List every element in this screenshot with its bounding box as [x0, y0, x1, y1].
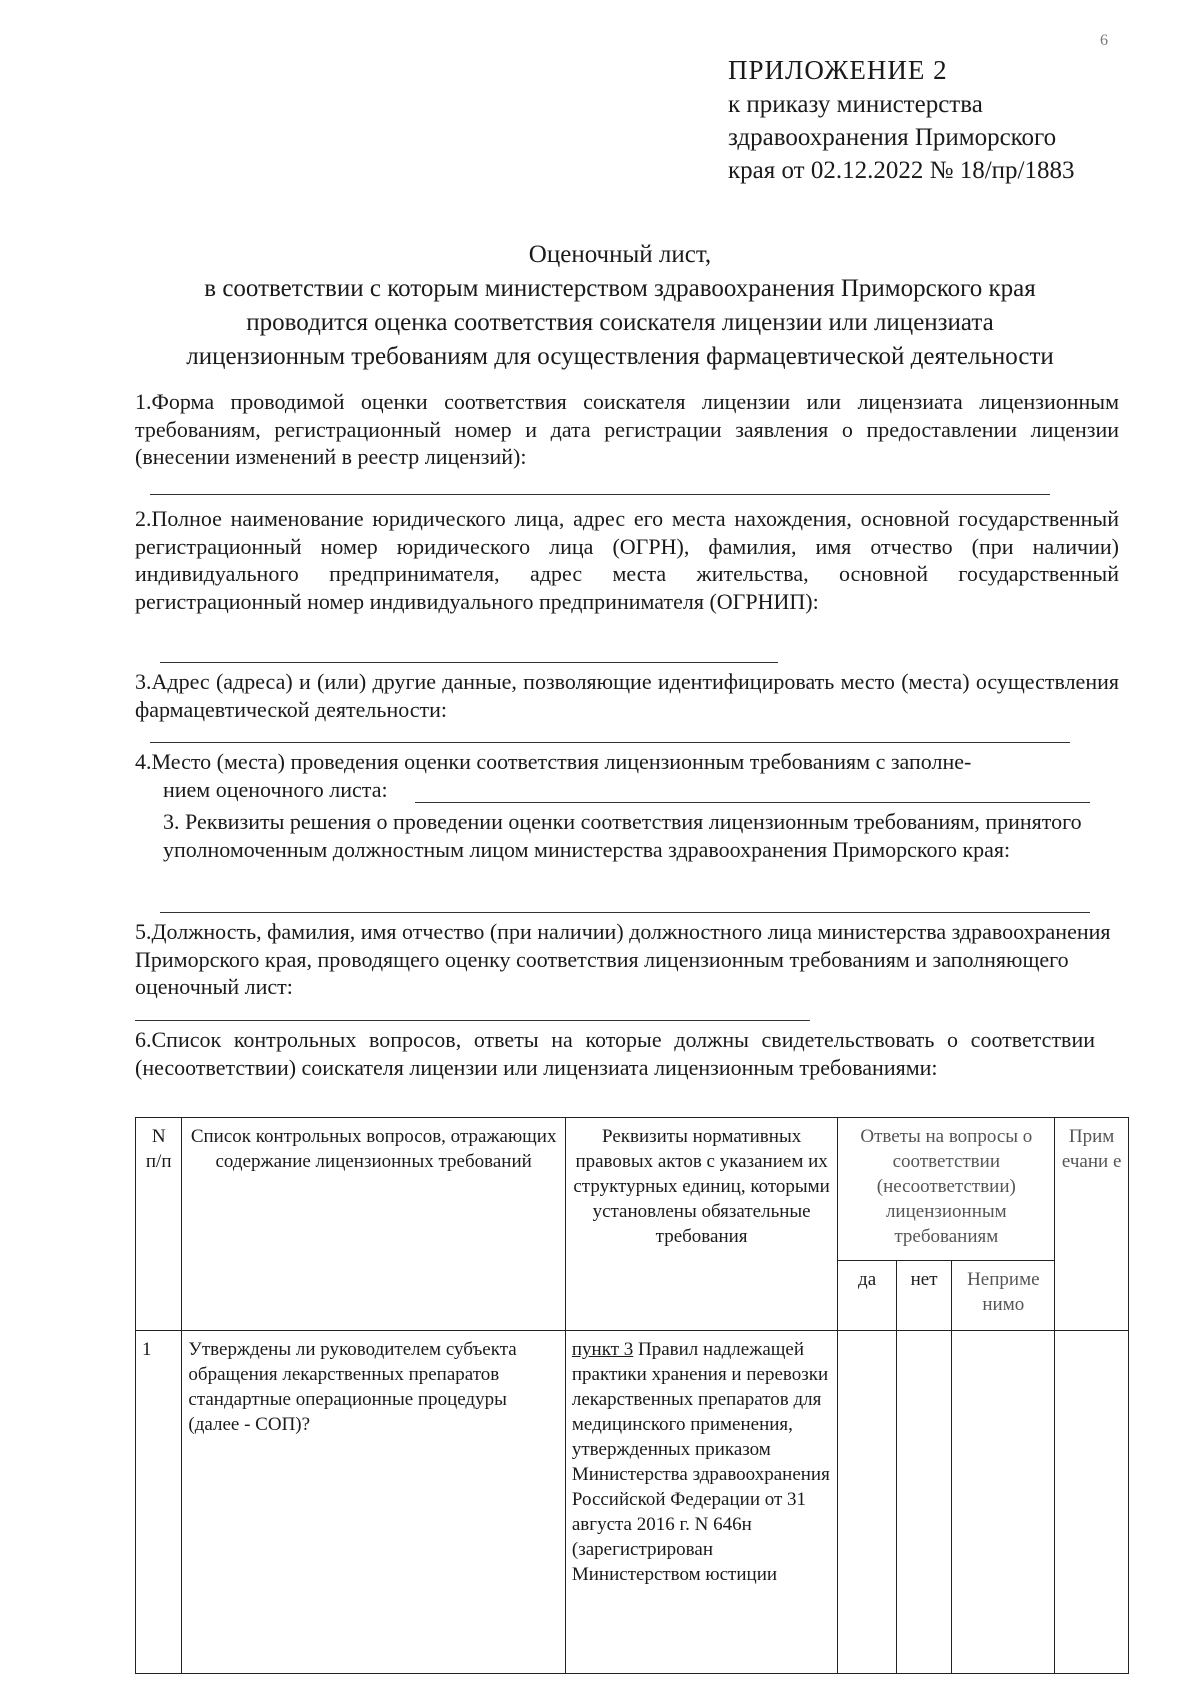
header-answers: Ответы на вопросы о соответствии (несоответствии) лицензионным требованиям — [838, 1118, 1055, 1261]
section-5-blank[interactable] — [135, 1020, 810, 1021]
title-main: Оценочный лист, — [528, 241, 712, 268]
row-note[interactable] — [1055, 1331, 1129, 1674]
checklist-table — [135, 1117, 1129, 1674]
title-subtitle-line: лицензионным требованиям для осуществления фармацевтической деятельности — [186, 343, 1054, 370]
section-2-blank[interactable] — [160, 662, 778, 663]
section-2-text: 2.Полное наименование юридического лица, адрес его места нахождения, основной государственный регистрационный номер юридического лица (ОГРН), фамилия, имя отчество (при наличии) индивидуального предпринимателя, адрес места жительства, основной государственный регистрационный номер индивидуального предпринимателя (ОГРНИП): — [135, 506, 1119, 614]
section-5-text: 5.Должность, фамилия, имя отчество (при наличии) должностного лица министерства здравоохранения Приморского края, проводящего оценку соответствия лицензионным требованиям и заполняющего оценочный лист: — [135, 919, 1111, 999]
section-4-text — [135, 748, 1119, 803]
section-4-blank[interactable] — [415, 802, 1090, 803]
row-num: 1 — [136, 1331, 182, 1674]
title-subtitle-line: в соответствии с которым министерством здравоохранения Приморского края — [204, 275, 1036, 302]
title-subtitle-line: проводится оценка соответствия соискателя лицензии или лицензиата — [246, 309, 994, 336]
row-requisites — [565, 1331, 837, 1674]
section-4b-blank[interactable] — [160, 912, 1090, 913]
page-number: 6 — [1100, 32, 1108, 49]
table-header-row — [136, 1118, 1129, 1261]
requisite-link[interactable]: пункт 3 — [571, 1339, 634, 1360]
section-1-blank[interactable] — [150, 494, 1050, 495]
section-1-text: 1.Форма проводимой оценки соответствия соискателя лицензии или лицензиата лицензионным требованиям, регистрационный номер и дата регистрации заявления о предоставлении лицензии (внесении изменений в реестр лицензий): — [135, 389, 1119, 469]
requisite-text: Правил надлежащей практики хранения и перевозки лекарственных препаратов для медицинского применения, утвержденных приказом Министерства здравоохранения Российской Федерации от 31 августа 2016 г. N 646н (зарегистрирован Министерством юстиции — [571, 1339, 830, 1585]
header-questions: Список контрольных вопросов, отражающих содержание лицензионных требований — [182, 1118, 565, 1331]
appendix-header — [728, 52, 1148, 187]
row-question: Утверждены ли руководителем субъекта обращения лекарственных препаратов стандартные операционные процедуры (далее - СОП)? — [182, 1331, 565, 1674]
header-note: Прим ечани е — [1055, 1118, 1129, 1331]
row-answer-no[interactable] — [896, 1331, 952, 1674]
header-na: Неприме нимо — [952, 1261, 1055, 1331]
appendix-title: ПРИЛОЖЕНИЕ 2 — [728, 55, 948, 85]
section-4b-text: 3. Реквизиты решения о проведении оценки соответствия лицензионным требованиям, принятого уполномоченным должностным лицом министерства здравоохранения Приморского края: — [163, 809, 1082, 862]
table-row — [136, 1331, 1129, 1674]
row-answer-na[interactable] — [952, 1331, 1055, 1674]
section-4-line-1: 4.Место (места) проведения оценки соответствия лицензионным требованиям с заполне- — [135, 749, 972, 774]
section-4-line-2: нием оценочного листа: — [163, 776, 388, 802]
header-num: N п/п — [136, 1118, 182, 1331]
header-no: нет — [896, 1261, 952, 1331]
document-title — [130, 238, 1110, 374]
section-3-text: 3.Адрес (адреса) и (или) другие данные, позволяющие идентифицировать место (места) осуществления фармацевтической деятельности: — [135, 669, 1119, 722]
section-6-text: 6.Список контрольных вопросов, ответы на которые должны свидетельствовать о соответствии (несоответствии) соискателя лицензии или лицензиата лицензионным требованиями: — [135, 1027, 1095, 1080]
section-3-blank[interactable] — [150, 742, 1070, 743]
appendix-line: к приказу министерства — [728, 91, 983, 118]
header-yes: да — [838, 1261, 897, 1331]
appendix-line: здравоохранения Приморского — [728, 124, 1057, 151]
row-answer-yes[interactable] — [838, 1331, 897, 1674]
header-requisites: Реквизиты нормативных правовых актов с указанием их структурных единиц, которыми установлены обязательные требования — [565, 1118, 837, 1331]
appendix-line: края от 02.12.2022 № 18/пр/1883 — [728, 157, 1075, 184]
